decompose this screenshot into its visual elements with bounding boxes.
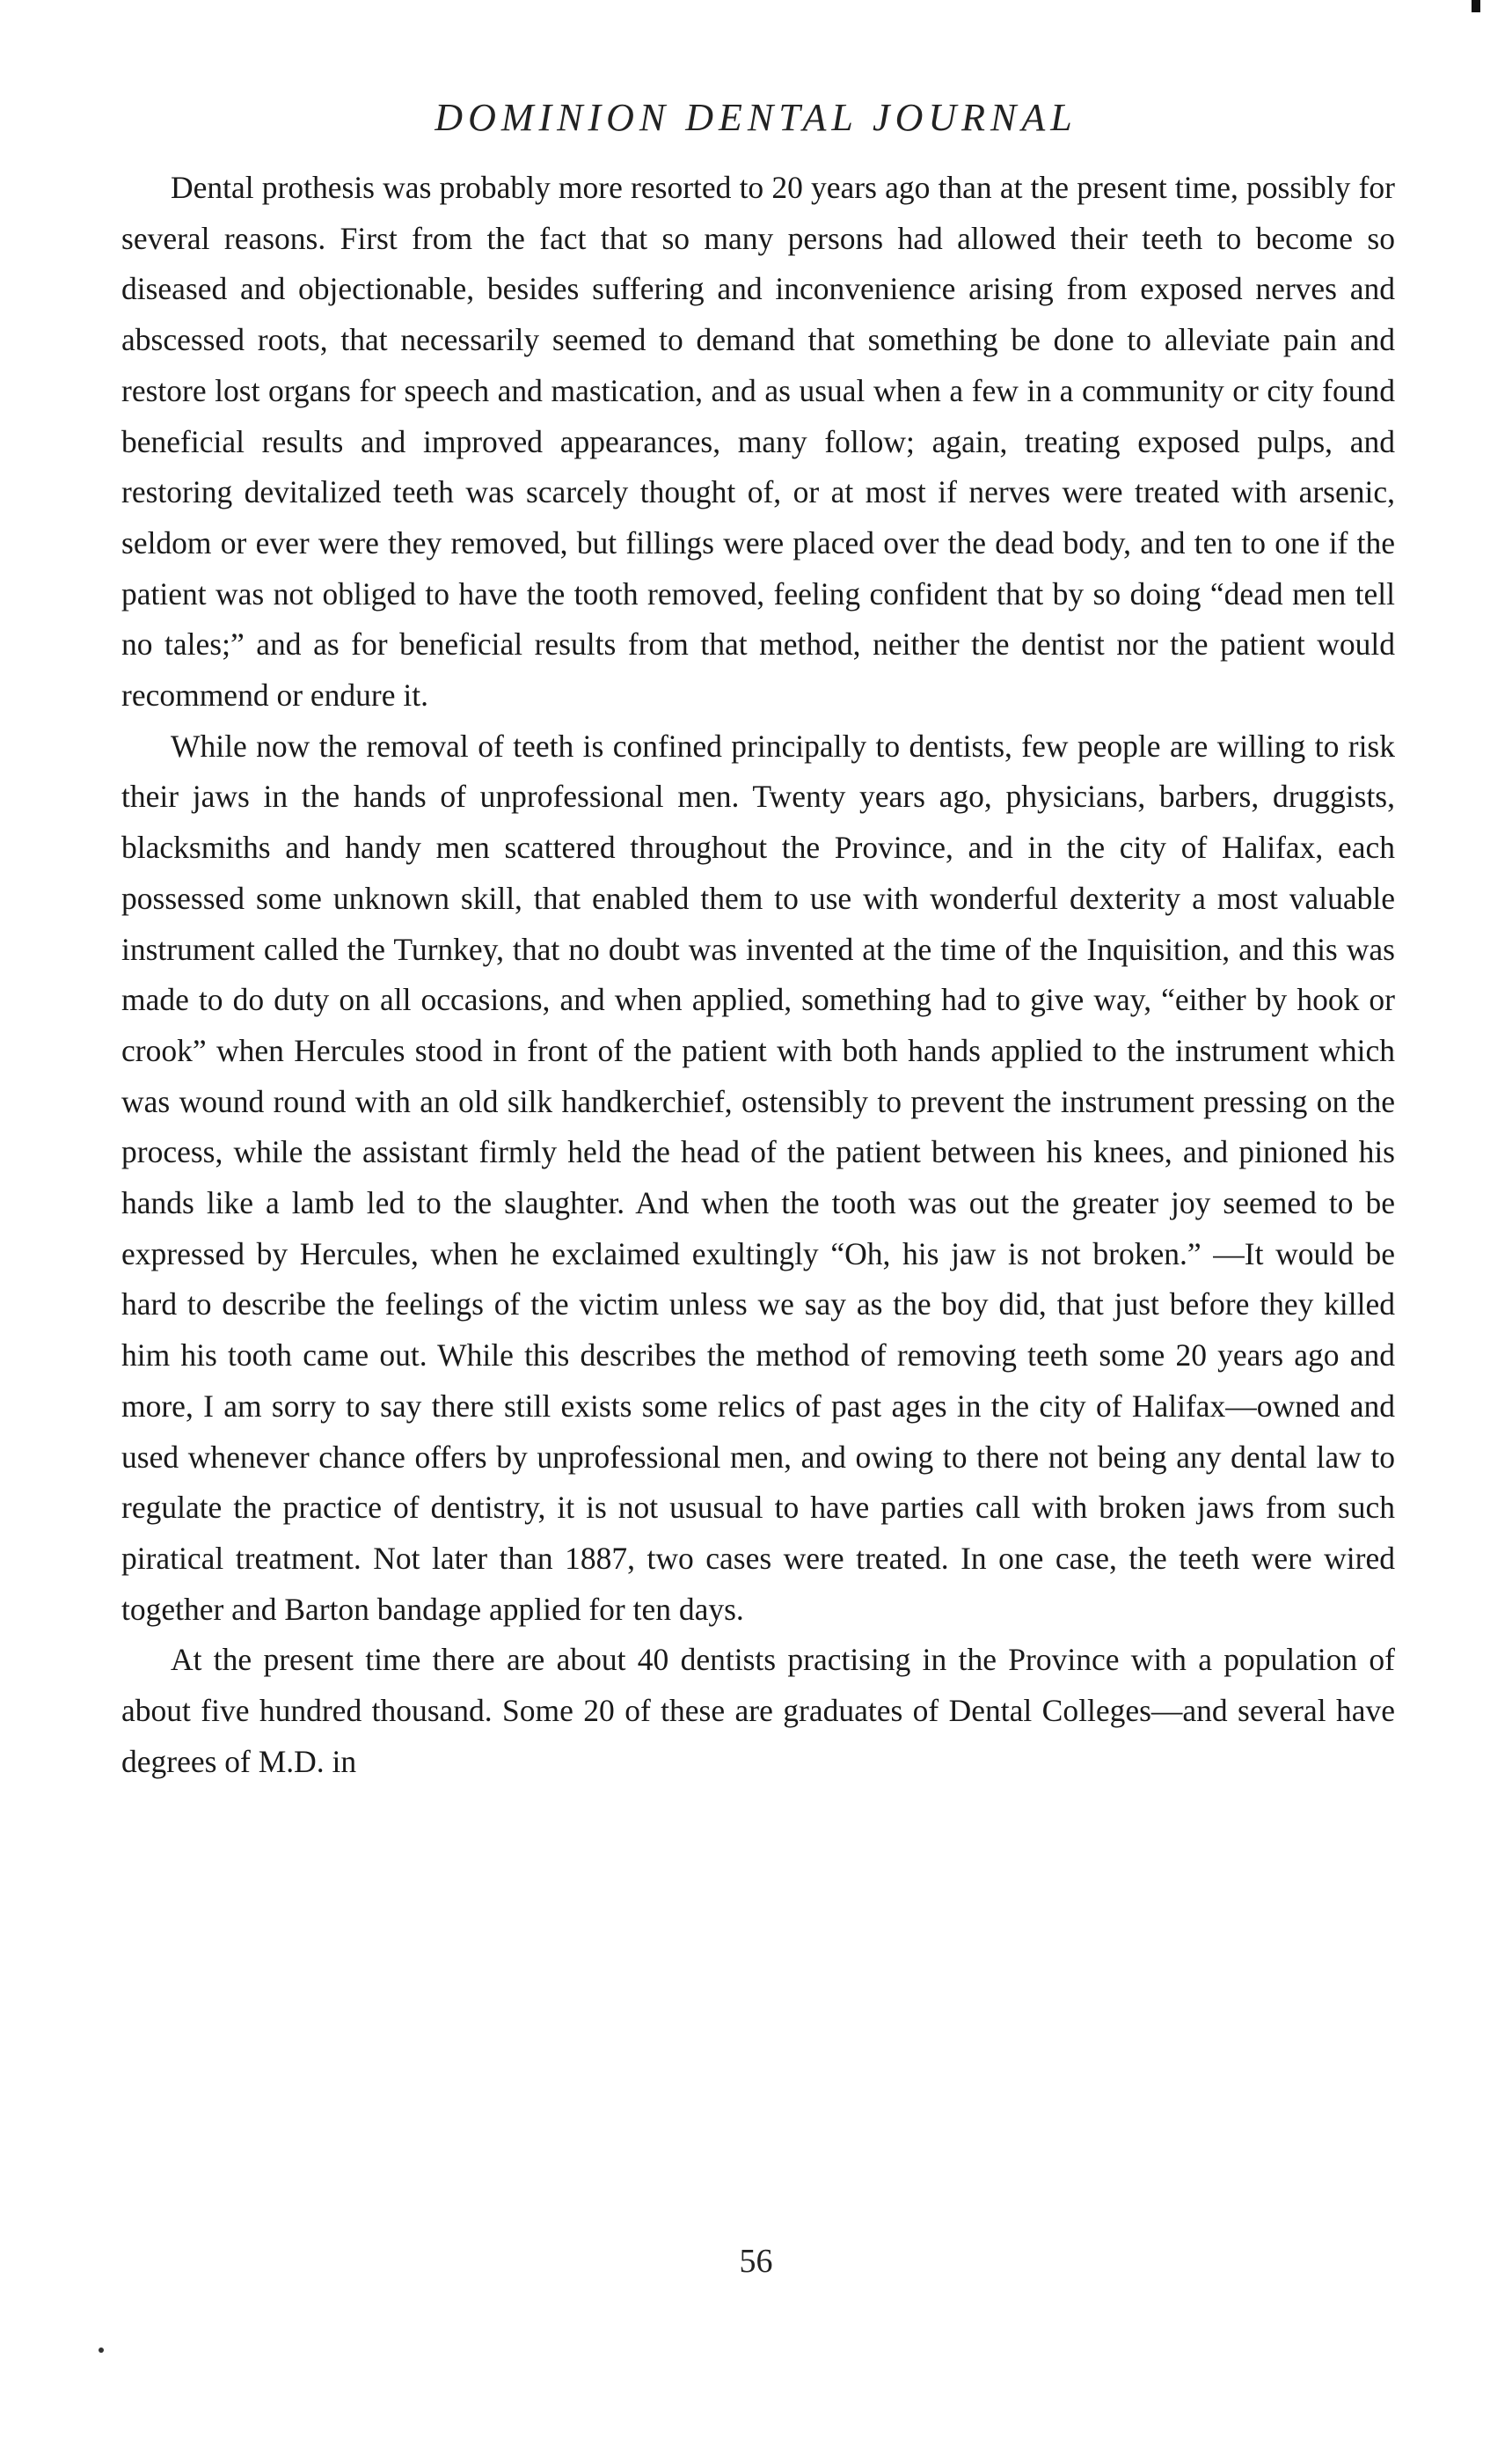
article-body (121, 163, 1395, 1788)
paragraph-prothesis: Dental prothesis was probably more resorted to 20 years ago than at the present time, possibly for several reasons. First from the fact that so many persons had allowed their teeth to become so diseased and objectionable, besides suffering and inconvenience arising from exposed nerves and abscessed roots, that necessarily seemed to demand that something be done to alleviate pain and restore lost organs for speech and mastication, and as usual when a few in a community or city found beneficial results and improved appearances, many follow; again, treating exposed pulps, and restoring devitalized teeth was scarcely thought of, or at most if nerves were treated with arsenic, seldom or ever were they removed, but fillings were placed over the dead body, and ten to one if the patient was not obliged to have the tooth removed, feeling confident that by so doing “dead men tell no tales;” and as for beneficial results from that method, neither the dentist nor the patient would recommend or endure it. (121, 170, 1395, 714)
paragraph-extraction: While now the removal of teeth is confined principally to dentists, few people are willing to risk their jaws in the hands of unprofessional men. Twenty years ago, physicians, barbers, druggists, blacksmiths and handy men scattered throughout the Province, and in the city of Halifax, each possessed some unknown skill, that enabled them to use with wonderful dexterity a most valuable instrument called the Turnkey, that no doubt was invented at the time of the Inquisition, and this was made to do duty on all occasions, and when applied, something had to give way, “either by hook or crook” when Hercules stood in front of the patient with both hands applied to the instrument which was wound round with an old silk handkerchief, ostensibly to prevent the instrument pressing on the process, while the assistant firmly held the head of the patient between his knees, and pinioned his hands like a lamb led to the slaughter. And when the tooth was out the greater joy seemed to be expressed by Hercules, when he exclaimed exultingly “Oh, his jaw is not broken.” —It would be hard to describe the feelings of the victim unless we say as the boy did, that just before they killed him his tooth came out. While this describes the method of removing teeth some 20 years ago and more, I am sorry to say there still exists some relics of past ages in the city of Halifax—owned and used whenever chance offers by unprofessional men, and owing to there not being any dental law to regulate the practice of dentistry, it is not ususual to have parties call with broken jaws from such piratical treatment. Not later than 1887, two cases were treated. In one case, the teeth were wired together and Barton bandage applied for ten days. (121, 728, 1395, 1627)
paragraph-present-time: At the present time there are about 40 dentists practising in the Province with a population of about five hundred thousand. Some 20 of these are graduates of Dental Colleges—and several have degrees of M.D. in (121, 1642, 1395, 1779)
running-head: DOMINION DENTAL JOURNAL (435, 96, 1077, 139)
scan-speck (99, 2347, 104, 2353)
page-number: 56 (739, 2243, 773, 2280)
scan-edge-mark (1472, 0, 1480, 12)
